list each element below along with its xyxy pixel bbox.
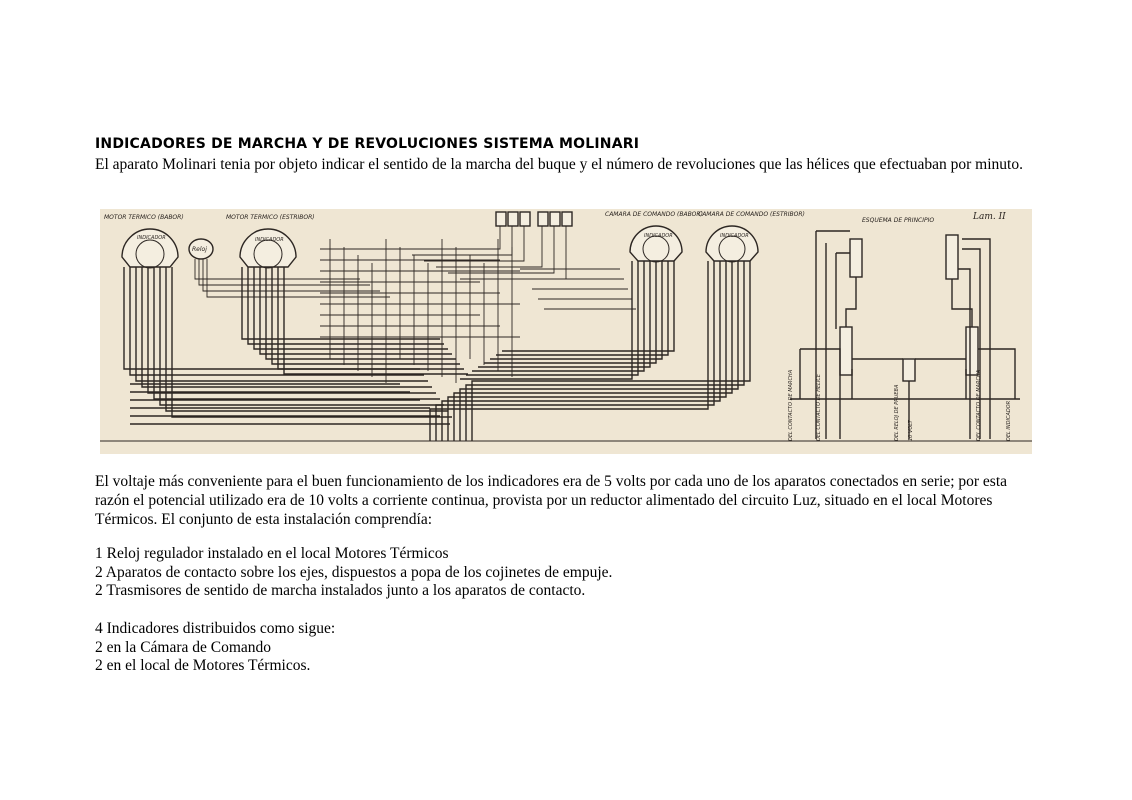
indicador-2-label: INDICADOR	[255, 237, 284, 243]
wire	[466, 261, 638, 375]
installation-list	[95, 545, 612, 601]
indicador-gauge-3	[630, 226, 682, 262]
label-esquema: ESQUEMA DE PRINCIPIO	[862, 217, 935, 224]
wire	[284, 267, 468, 374]
voltage-paragraph: El voltaje más conveniente para el buen funcionamiento de los indicadores era de 5 volts por cada uno de los aparatos conectados en serie; por esta razón el potencial utilizado era de 10 volts a corriente continua, provista por un reductor alimentado del circuito Luz, situado en el local Motores Térmicos. El conjunto de esta instalación comprendía:	[95, 473, 1008, 528]
wire	[490, 261, 662, 359]
wire	[260, 267, 452, 354]
indicador-4-label: INDICADOR	[720, 233, 749, 239]
wire	[412, 226, 512, 255]
list-item: 1 Reloj regulador instalado en el local Motores Térmicos	[95, 545, 449, 562]
wire	[203, 259, 380, 291]
label-lamina: Lam. II	[973, 212, 1006, 222]
bottom-label-4: 10 VOLT	[908, 420, 914, 441]
reloj-clock	[189, 239, 213, 259]
wire	[424, 226, 524, 261]
bottom-label-6: DEL INDICADOR	[1006, 400, 1012, 441]
label-motor-babor: MOTOR TERMICO (BABOR)	[104, 214, 184, 221]
wire	[484, 261, 656, 363]
list-item: 2 Aparatos de contacto sobre los ejes, dispuestos a popa de los cojinetes de empuje.	[95, 563, 613, 581]
wire	[400, 226, 500, 249]
label-motor-estribor: MOTOR TERMICO (ESTRIBOR)	[226, 214, 315, 221]
top-terminal-group-1	[496, 212, 572, 226]
wire	[172, 267, 452, 417]
list-item: 2 en la Cámara de Comando	[95, 638, 272, 656]
indicators-list	[95, 620, 335, 676]
wiring-diagram-svg	[100, 209, 1032, 454]
wire	[496, 261, 668, 355]
reloj-label: Reloj	[192, 246, 207, 253]
list-item: 2 Trasmisores de sentido de marcha instalados junto a los aparatos de contacto.	[95, 582, 586, 599]
wiring-diagram	[100, 209, 1032, 454]
wire	[154, 267, 440, 399]
wire	[448, 226, 554, 273]
list-item: 2 en el local de Motores Térmicos.	[95, 657, 311, 674]
intro-paragraph: El aparato Molinari tenia por objeto indicar el sentido de la marcha del buque y el número de revoluciones que las hélices que efectuaban por minuto.	[95, 156, 1023, 173]
bottom-label-5: DEL CONTACTO DE MARCHA	[976, 369, 982, 441]
indicador-1-label: INDICADOR	[137, 235, 166, 241]
wire	[502, 261, 674, 351]
wire	[266, 267, 456, 359]
bottom-label-3: DEL RELOJ DE PRUEBA	[894, 384, 900, 441]
esquema-principio	[790, 231, 1020, 439]
indicador-gauge-2	[240, 229, 296, 268]
indicador-gauge-4	[706, 226, 758, 262]
label-camara-estribor: CAMARA DE COMANDO (ESTRIBOR)	[698, 211, 805, 218]
label-camara-babor: CAMARA DE COMANDO (BABOR)	[605, 211, 703, 218]
bottom-label-2: DEL CONTACTO DE HELICE	[816, 373, 822, 441]
bottom-label-1: DEL CONTACTO DE MARCHA	[788, 369, 794, 441]
list-item: 4 Indicadores distribuidos como sigue:	[95, 620, 336, 637]
document-heading: INDICADORES DE MARCHA Y DE REVOLUCIONES SISTEMA MOLINARI	[95, 136, 640, 152]
indicador-gauge-1	[122, 229, 178, 268]
indicador-3-label: INDICADOR	[644, 233, 673, 239]
